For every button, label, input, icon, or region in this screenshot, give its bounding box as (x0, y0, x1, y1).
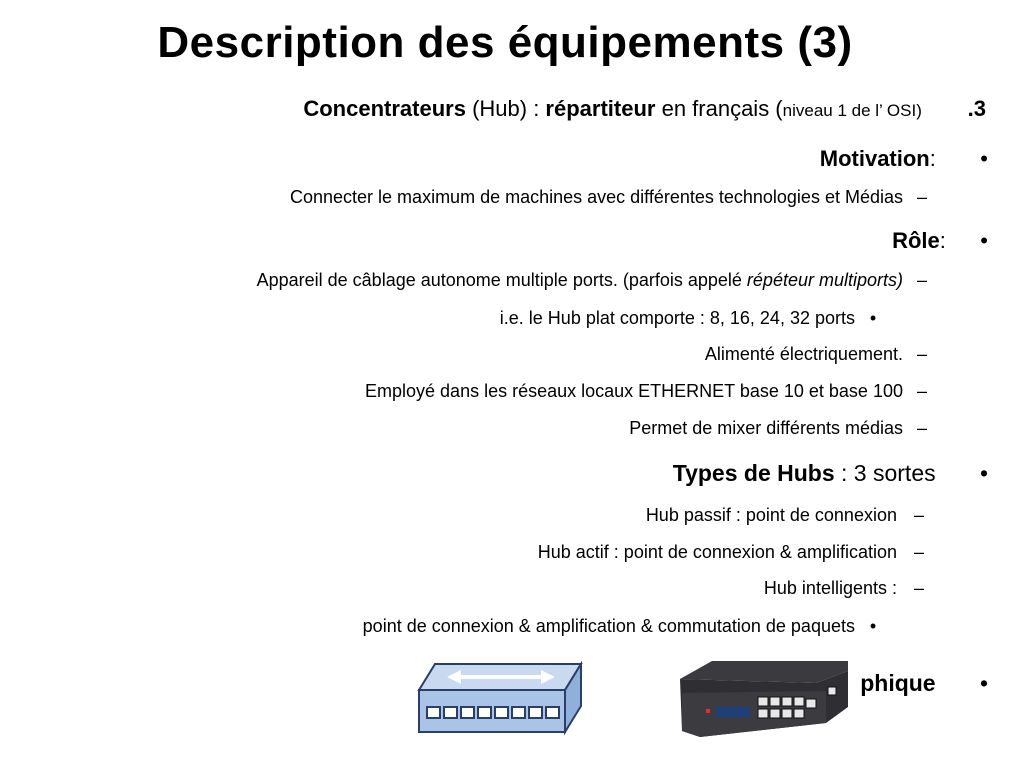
hub-illustration (415, 660, 585, 736)
types-item-text: Hub passif : point de connexion (645, 505, 897, 525)
bullet-marker: • (980, 228, 988, 253)
power-led (706, 709, 710, 713)
types-suffix: : 3 sortes (834, 460, 936, 486)
types-item-text: Hub actif : point de connexion & amplification (537, 542, 897, 562)
role-item (629, 418, 936, 439)
heading-bold-repartiteur: répartiteur (545, 96, 656, 121)
types-item (764, 578, 936, 599)
role-item (365, 381, 936, 402)
role-subitem-text: i.e. le Hub plat comporte : 8, 16, 24, 32 ports (499, 308, 855, 328)
motivation-label: Motivation (819, 146, 930, 171)
bullet-marker: • (869, 308, 877, 328)
bullet-marker: • (869, 616, 877, 636)
role-item-text: Appareil de câblage autonome multiple ports. (parfois appelé (256, 270, 747, 290)
role-item (705, 344, 936, 365)
motivation-suffix: : (929, 146, 936, 171)
device-top (680, 661, 848, 683)
heading-text-francais: en français ( (655, 96, 783, 121)
bullet-marker: • (980, 146, 988, 171)
motivation-item (290, 187, 936, 208)
role-item (257, 270, 936, 291)
role-item-italic: répéteur multiports) (746, 270, 903, 290)
status-panel (716, 707, 750, 717)
role-suffix: : (939, 228, 946, 253)
bullet-marker: • (979, 670, 988, 696)
bullet-marker: • (979, 460, 988, 486)
dash-marker: – (916, 270, 927, 290)
section-number: .3 (967, 96, 986, 121)
dash-marker: – (916, 187, 927, 207)
dash-marker: – (916, 344, 927, 364)
types-item (646, 505, 936, 526)
heading-bold-concentrateurs: Concentrateurs (303, 96, 466, 121)
bullet-role (892, 228, 988, 254)
heading-small-osi: niveau 1 de l’ OSI) (782, 101, 922, 120)
bullet-types (673, 460, 988, 487)
graphic-label: phique (860, 670, 936, 696)
dash-marker: – (913, 578, 924, 598)
motivation-item-text: Connecter le maximum de machines avec différentes technologies et Médias (290, 187, 903, 207)
role-item-text: Permet de mixer différents médias (629, 418, 903, 438)
section-heading (303, 96, 986, 122)
types-label: Types de Hubs (672, 460, 835, 486)
role-label: Rôle (892, 228, 940, 253)
dash-marker: – (913, 505, 924, 525)
slide-title: Description des équipements (3) (157, 18, 853, 67)
dash-marker: – (916, 418, 927, 438)
role-item-text: Employé dans les réseaux locaux ETHERNET base 10 et base 100 (365, 381, 903, 401)
dash-marker: – (913, 542, 924, 562)
role-subitem (500, 308, 886, 329)
types-item-text: Hub intelligents : (763, 578, 897, 598)
dash-marker: – (916, 381, 927, 401)
heading-text-hub: (Hub) : (465, 96, 546, 121)
types-item (538, 542, 936, 563)
hub-device-image (676, 657, 852, 741)
bullet-graphic (860, 670, 988, 697)
bullet-motivation (820, 146, 988, 172)
types-subitem-text: point de connexion & amplification & commutation de paquets (362, 616, 855, 636)
types-subitem (363, 616, 886, 637)
role-item-text: Alimenté électriquement. (704, 344, 903, 364)
